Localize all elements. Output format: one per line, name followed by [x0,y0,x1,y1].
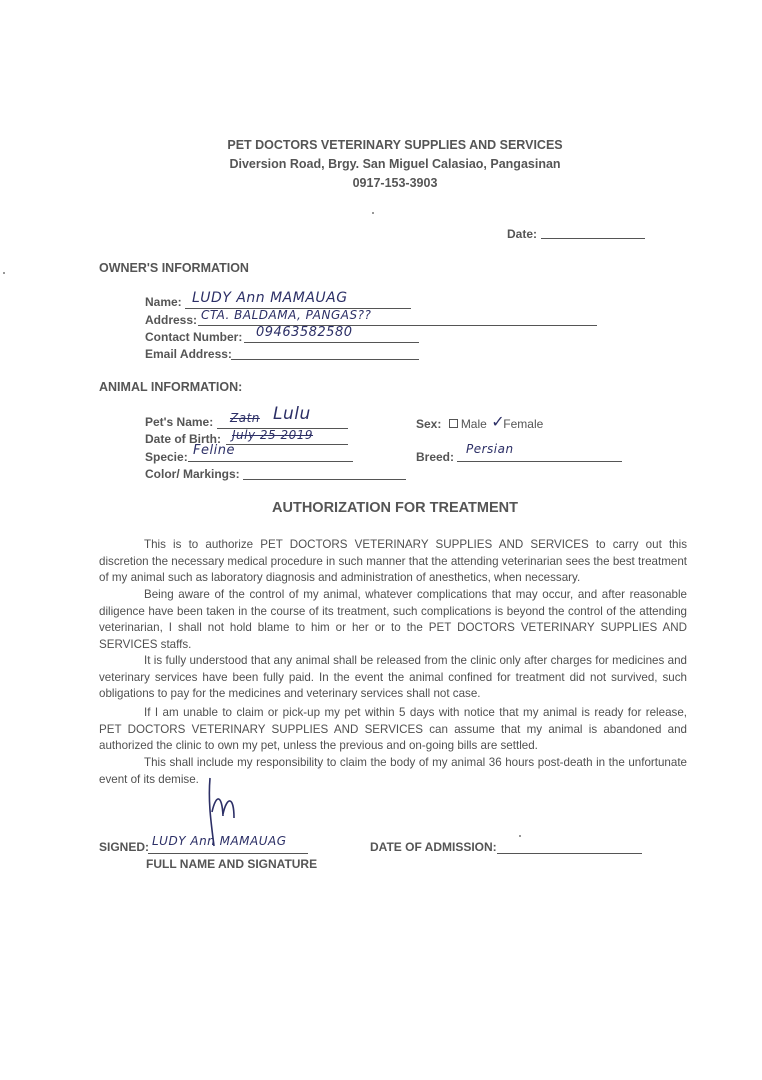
pet-name-crossed-out: Zatn [230,411,260,425]
authorization-paragraph-4: If I am unable to claim or pick-up my pet within 5 days with notice that my animal is ready for release, PET DOCTORS VETERINARY SUPPLIES AND SERVICES can assume that my animal is abandoned and authorized the clinic to own my pet, unless the previous and on-going bills are settled. [99,706,687,753]
business-name: PET DOCTORS VETERINARY SUPPLIES AND SERVICES [227,138,563,152]
authorization-title: AUTHORIZATION FOR TREATMENT [272,500,518,516]
date-of-admission-field[interactable] [497,853,642,854]
dob-value: July 25 2019 [232,428,314,442]
owner-address-value: CTA. BALDAMA, PANGAS?? [201,308,372,322]
sex-option-male[interactable] [449,417,487,431]
dob-field[interactable] [226,444,348,445]
sex-option-female[interactable] [491,412,544,431]
contact-number-label: Contact Number: [145,330,243,344]
authorization-paragraph-5: This shall include my responsibility to claim the body of my animal 36 hours post-death in the unfortunate event of its demise. [99,756,687,786]
specie-label: Specie: [145,450,188,464]
breed-value: Persian [466,442,514,456]
signed-label: SIGNED: [99,840,150,854]
business-address: Diversion Road, Brgy. San Miguel Calasiao, Pangasinan [229,157,561,171]
dob-label: Date of Birth: [145,432,221,446]
signature-caption: FULL NAME AND SIGNATURE [146,857,318,871]
owner-name-value: LUDY Ann MAMAUAG [192,290,348,306]
signature-field[interactable] [148,853,308,854]
female-check-mark: ✓ [491,412,506,431]
date-field[interactable] [541,238,645,239]
signed-name-value: LUDY Ann MAMAUAG [152,834,287,848]
sex-female-label: Female [503,417,544,431]
pet-name-value: Lulu [273,404,311,424]
specie-value: Feline [193,443,235,458]
owner-section-title: OWNER'S INFORMATION [99,261,249,275]
date-of-admission-label: DATE OF ADMISSION: [370,840,497,854]
sex-label: Sex: [416,417,442,431]
color-markings-label: Color/ Markings: [145,467,240,481]
scan-speck [372,212,374,214]
date-label: Date: [507,227,538,241]
animal-section-title: ANIMAL INFORMATION: [99,380,243,394]
sex-male-label: Male [460,417,487,431]
authorization-paragraph-2: Being aware of the control of my animal, whatever complications that may occur, and after reasonable diligence have been taken in the course of its treatment, such complications is beyond the control of the attending veterinarian, I shall not hold blame to him or her or to the PET DOCTORS VETERINARY SUPPLIES AND SERVICES staffs. [99,588,687,651]
authorization-paragraph-3: It is fully understood that any animal shall be released from the clinic only after charges for medicines and veterinary services have been fully paid. In the event the animal confined for treatment did not survived, such obligations to pay for the medicines and veterinary services shall not case. [99,654,687,701]
color-markings-field[interactable] [243,479,406,480]
email-field[interactable] [231,359,419,360]
email-label: Email Address: [145,347,232,361]
business-phone: 0917-153-3903 [352,176,438,190]
contact-number-value: 09463582580 [256,325,353,340]
scan-speck [3,272,5,274]
male-checkbox[interactable] [449,419,458,428]
sex-row [416,412,544,433]
breed-label: Breed: [416,450,455,464]
breed-field[interactable] [457,461,622,462]
scan-speck [519,835,521,837]
owner-address-label: Address: [145,313,198,327]
authorization-paragraph-1: This is to authorize PET DOCTORS VETERINARY SUPPLIES AND SERVICES to carry out this discretion the necessary medical procedure in such manner that the attending veterinarian sees the best treatment of my animal such as laboratory diagnosis and administration of anesthetics, when necessary. [99,538,687,585]
pet-name-label: Pet's Name: [145,415,214,429]
contact-number-field[interactable] [244,342,419,343]
owner-name-label: Name: [145,295,182,309]
specie-field[interactable] [188,461,353,462]
